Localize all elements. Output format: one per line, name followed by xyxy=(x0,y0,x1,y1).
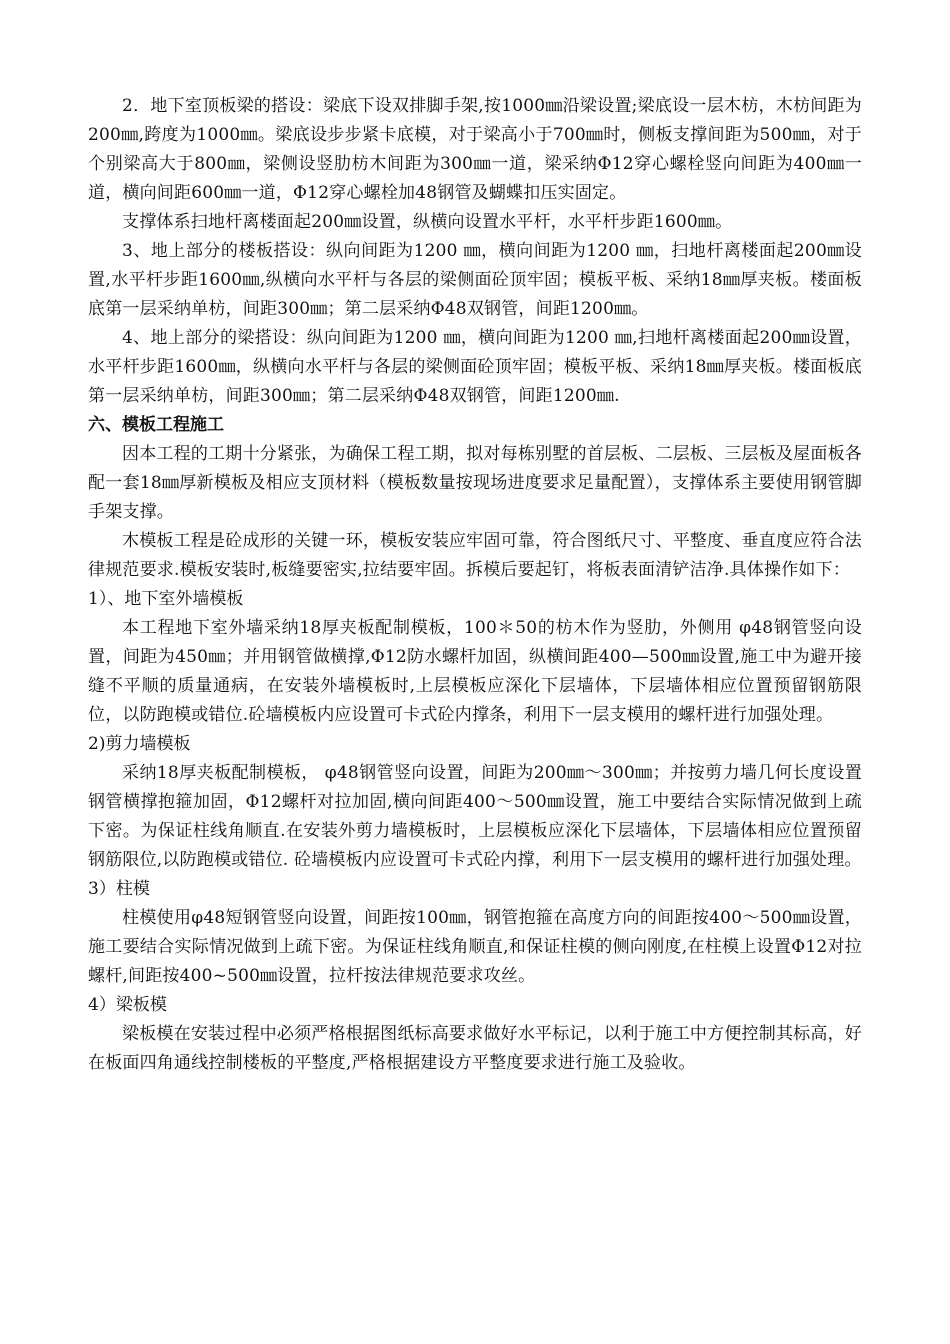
section-heading-formwork: 六、模板工程施工 xyxy=(88,415,224,435)
paragraph-timber-formwork: 木模板工程是砼成形的关键一环，模板安装应牢固可靠，符合图纸尺寸、平整度、垂直度应符合法律规范要求.模板安装时,板缝要密实,拉结要牢固。拆模后要起钉，将板表面清铲洁净.具体操作如下： xyxy=(88,531,862,580)
paragraph-upper-beam: 4、地上部分的梁搭设：纵向间距为1200 ㎜，横向间距为1200 ㎜,扫地杆离楼面起200㎜设置，水平杆步距1600㎜，纵横向水平杆与各层的梁侧面砼顶牢固；模板平板、采纳18㎜厚夹板。楼面板底第一层采纳单枋，间距300㎜；第二层采纳Φ48双钢管，间距1200㎜. xyxy=(88,328,862,406)
paragraph-upper-slab: 3、地上部分的楼板搭设：纵向间距为1200 ㎜，横向间距为1200 ㎜，扫地杆离楼面起200㎜设置,水平杆步距1600㎜,纵横向水平杆与各层的梁侧面砼顶牢固；模板平板、采纳18㎜厚夹板。楼面板底第一层采纳单枋，间距300㎜；第二层采纳Φ48双钢管，间距1200㎜。 xyxy=(88,241,862,319)
paragraph-basement-roof-beam: 2．地下室顶板梁的搭设：梁底下设双排脚手架,按1000㎜沿梁设置;梁底设一层木枋，木枋间距为200㎜,跨度为1000㎜。梁底设步步紧卡底模，对于梁高小于700㎜时，侧板支撑间距为500㎜，对于个别梁高大于800㎜，梁侧设竖肋枋木间距为300㎜一道，梁采纳Φ12穿心螺栓竖向间距为400㎜一道，横向间距600㎜一道，Φ12穿心螺栓加48钢管及蝴蝶扣压实固定。 xyxy=(88,96,862,203)
subsection-title-basement-wall: 1）、地下室外墙模板 xyxy=(88,589,244,609)
paragraph-support-system: 支撑体系扫地杆离楼面起200㎜设置，纵横向设置水平杆，水平杆步距1600㎜。 xyxy=(122,212,733,232)
paragraph-basement-wall: 本工程地下室外墙采纳18厚夹板配制模板，100＊50的枋木作为竖肋，外侧用 φ48钢管竖向设置，间距为450㎜；并用钢管做横撑,Φ12防水螺杆加固，纵横间距400—500㎜设置,施工中为避开接缝不平顺的质量通病，在安装外墙模板时,上层模板应深化下层墙体，下层墙体相应位置预留钢筋限位，以防跑模或错位.砼墙模板内应设置可卡式砼内撑条，利用下一层支模用的螺杆进行加强处理。 xyxy=(88,618,862,725)
subsection-title-column: 3）柱模 xyxy=(88,879,150,899)
paragraph-beam-slab: 梁板模在安装过程中必须严格根据图纸标高要求做好水平标记，以利于施工中方便控制其标高，好在板面四角通线控制楼板的平整度,严格根据建设方平整度要求进行施工及验收。 xyxy=(88,1024,862,1073)
paragraph-column: 柱模使用φ48短钢管竖向设置，间距按100㎜，钢管抱箍在高度方向的间距按400～500㎜设置，施工要结合实际情况做到上疏下密。为保证柱线角顺直,和保证柱模的侧向刚度,在柱模上设置Φ12对拉螺杆,间距按400~500㎜设置，拉杆按法律规范要求攻丝。 xyxy=(88,908,862,986)
document-page xyxy=(88,92,862,1078)
subsection-title-shear-wall: 2)剪力墙模板 xyxy=(88,734,191,754)
paragraph-schedule: 因本工程的工期十分紧张，为确保工程工期，拟对每栋别墅的首层板、二层板、三层板及屋面板各配一套18㎜厚新模板及相应支顶材料（模板数量按现场进度要求足量配置），支撑体系主要使用钢管脚手架支撑。 xyxy=(88,444,862,522)
subsection-title-beam-slab: 4）梁板模 xyxy=(88,995,167,1015)
paragraph-shear-wall: 采纳18厚夹板配制模板， φ48钢管竖向设置，间距为200㎜～300㎜；并按剪力墙几何长度设置钢管横撑抱箍加固，Φ12螺杆对拉加固,横向间距400～500㎜设置，施工中要结合实际情况做到上疏下密。为保证柱线角顺直.在安装外剪力墙模板时，上层模板应深化下层墙体，下层墙体相应位置预留钢筋限位,以防跑模或错位. 砼墙模板内应设置可卡式砼内撑，利用下一层支模用的螺杆进行加强处理。 xyxy=(88,763,862,870)
